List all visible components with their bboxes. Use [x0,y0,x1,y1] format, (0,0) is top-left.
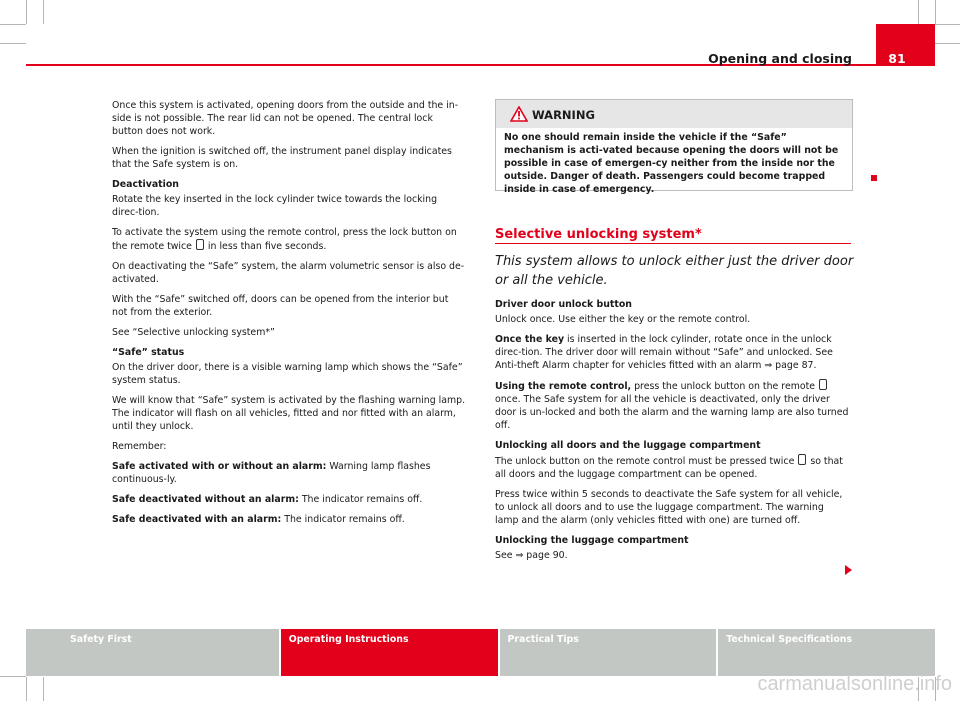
subheading-luggage: Unlocking the luggage compartment [495,535,689,546]
end-mark [871,175,877,181]
warning-title: WARNING [532,108,595,122]
crop-mark [935,24,960,25]
continue-arrow-icon [845,565,852,575]
paragraph: See “Selective unlocking system*” [112,327,275,338]
paragraph: Rotate the key inserted in the lock cylinder twice towards the locking direc-tion. [112,194,438,218]
text: The unlock button on the remote control must be pressed twice [495,456,795,467]
paragraph [495,454,849,481]
tab-technical-specifications[interactable]: Technical Specifications [718,629,935,676]
label: Once the key [495,334,565,345]
text: in less than five seconds. [207,241,327,252]
text: once. The Safe system for all the vehicle is deactivated, only the driver door is un-locked and both the alarm and the warning lamp are also turned off. [495,394,849,431]
text: Warning lamp flashes continuous-ly. [112,461,431,485]
subheading-deactivation: Deactivation [112,179,179,190]
crop-mark [935,0,936,24]
paragraph [112,513,466,526]
label: Safe activated with or without an alarm: [112,461,327,472]
paragraph: Press twice within 5 seconds to deactivate the Safe system for all vehicle, to unlock all doors and to use the luggage compartment. The warning lamp and the alarm (only vehicles fitted with one) are turned off. [495,489,843,526]
crop-mark [0,676,26,677]
crop-mark [43,677,44,701]
text: press the unlock button on the remote [634,381,816,392]
chapter-title: Opening and closing [708,51,852,66]
paragraph [112,226,466,253]
crop-mark [26,0,27,24]
key-lock-icon [196,239,204,250]
paragraph: We will know that “Safe” system is activated by the flashing warning lamp. The indicator will flash on all vehicles, fitted and nor fitted with an alarm, until they unlock. [112,395,466,432]
page-number: 81 [888,51,906,66]
paragraph: Unlock once. Use either the key or the remote control. [495,314,751,325]
tab-safety-first[interactable]: Safety First [26,629,281,676]
subheading-driver-door: Driver door unlock button [495,299,632,310]
text: To activate the system using the remote control, press the lock button on the remote twice [112,227,457,252]
subheading-unlocking-all: Unlocking all doors and the luggage compartment [495,440,761,451]
crop-mark [0,43,26,44]
watermark: carmanualsonline.info [757,673,952,695]
paragraph: On deactivating the “Safe” system, the alarm volumetric sensor is also de-activated. [112,261,465,285]
section-rule [495,243,851,244]
paragraph: See ⇒ page 90. [495,550,568,561]
key-unlock-icon [798,454,806,465]
text: The indicator remains off. [301,494,423,505]
footer-tabs [26,629,935,676]
label: Safe deactivated with an alarm: [112,514,282,525]
key-unlock-icon [819,379,827,390]
warning-text: No one should remain inside the vehicle if the “Safe” mechanism is acti-vated because opening the doors will not be possible in case of emergen-cy neither from the inside nor the outside. Danger of death. Passengers could become trapped inside in case of emergency. [504,132,839,195]
section-title: Selective unlocking system* [495,227,702,242]
crop-mark [935,43,960,44]
paragraph: On the driver door, there is a visible warning lamp which shows the “Safe” system status. [112,362,463,386]
left-column [112,99,466,533]
paragraph: When the ignition is switched off, the instrument panel display indicates that the Safe system is on. [112,146,452,170]
crop-mark [43,0,44,24]
section-subtitle: This system allows to unlock either just the driver door or all the vehicle. [495,254,854,288]
subheading-safe-status: “Safe” status [112,347,185,358]
text: so that all doors and the luggage compartment can be opened. [495,456,843,480]
paragraph: Once this system is activated, opening doors from the outside and the in-side is not possible. The rear lid can not be opened. The central lock button does not work. [112,100,459,137]
text: The indicator remains off. [284,514,405,525]
text: is inserted in the lock cylinder, rotate once in the unlock direc-tion. The driver door will remain without “Safe” and unlocked. See Anti-theft Alarm chapter for vehicles fitted with an alarm ⇒ page 87. [495,334,833,371]
tab-practical-tips[interactable]: Practical Tips [500,629,719,676]
warning-box [495,99,853,195]
warning-header [496,100,852,128]
paragraph: Remember: [112,441,167,452]
paragraph [112,493,466,506]
paragraph: With the “Safe” switched off, doors can be opened from the interior but not from the exterior. [112,294,449,318]
right-column [495,298,849,569]
crop-mark [26,677,27,701]
paragraph [495,333,849,372]
crop-mark [918,0,919,24]
tab-operating-instructions[interactable]: Operating Instructions [281,629,500,676]
paragraph [112,460,466,486]
label: Using the remote control, [495,381,632,392]
paragraph [495,379,849,432]
label: Safe deactivated without an alarm: [112,494,299,505]
warning-triangle-icon [510,106,528,126]
crop-mark [0,24,26,25]
